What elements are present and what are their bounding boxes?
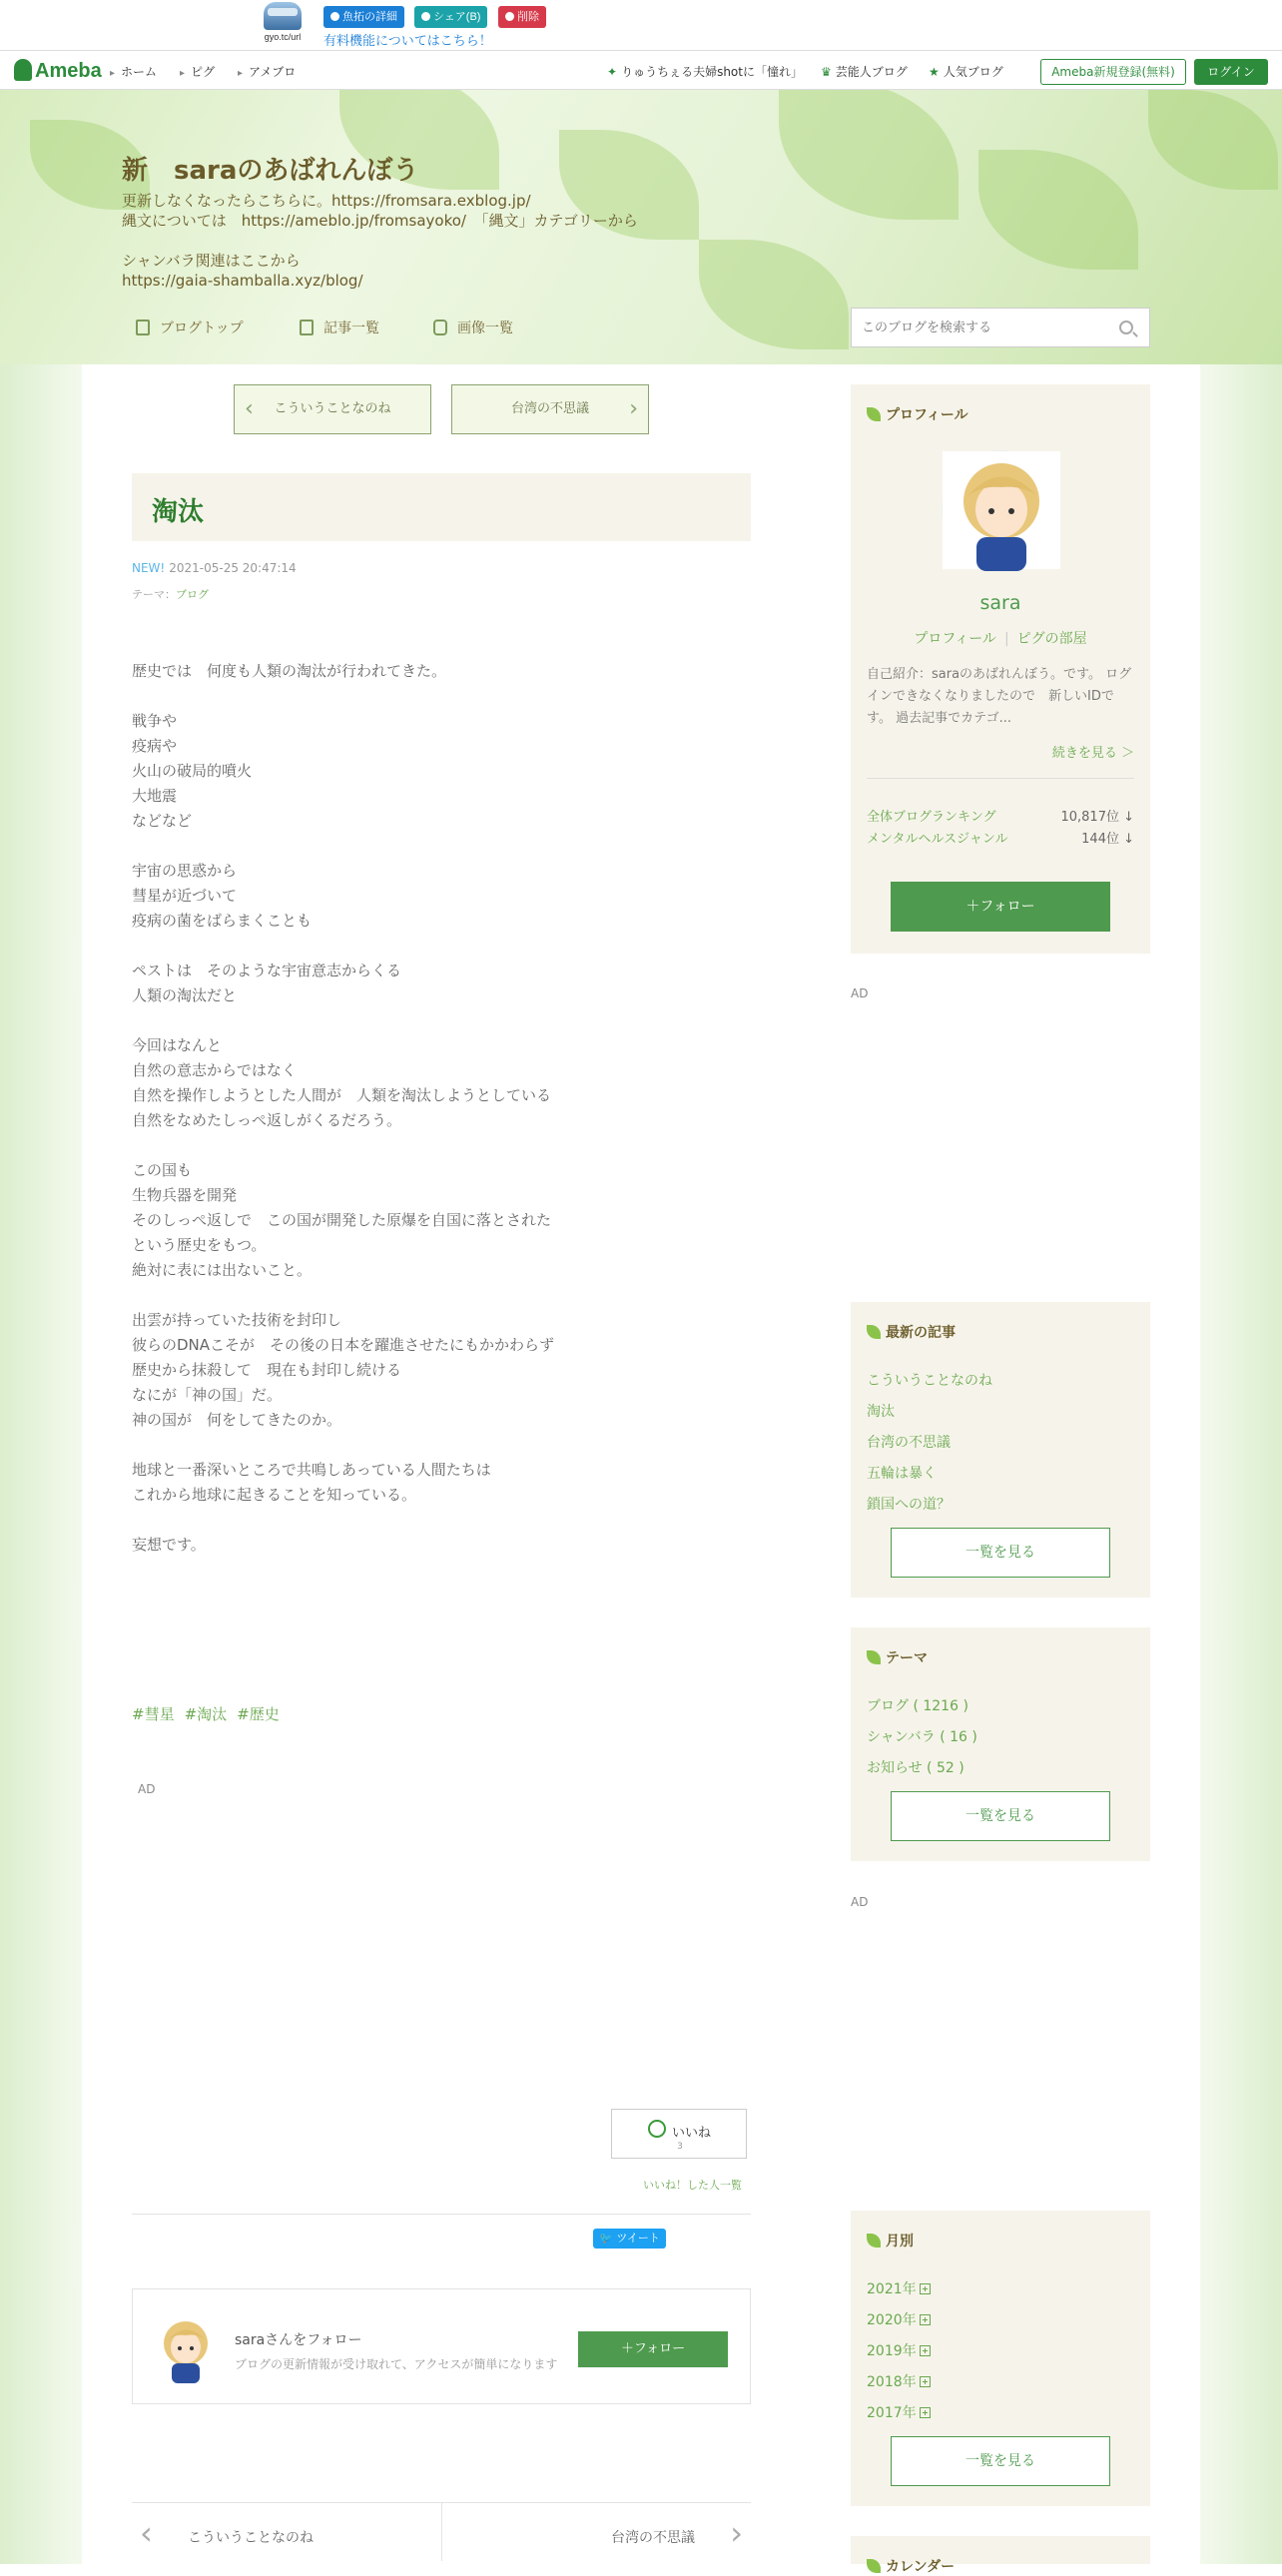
- star-icon: ★: [929, 65, 940, 79]
- search-icon[interactable]: [1119, 321, 1133, 334]
- article-body-line: [132, 1133, 751, 1158]
- expand-icon[interactable]: [920, 2407, 931, 2418]
- article-body-line: 彗星が近づいて: [132, 887, 238, 905]
- article-body-line: 人類の淘汰だと: [132, 986, 238, 1004]
- separator: |: [1003, 631, 1009, 647]
- article-body-line: という歴史をもつ。: [132, 1236, 267, 1254]
- article-body-line: [132, 1433, 751, 1458]
- nav-pig[interactable]: ▸ ピグ: [180, 63, 215, 80]
- article-body-line: 妄想です。: [132, 1536, 206, 1554]
- sidebar-follow-button[interactable]: ＋フォロー: [891, 882, 1110, 932]
- article-body-line: などなど: [132, 812, 193, 830]
- profile-widget: [851, 384, 1150, 954]
- follow-box: [132, 2288, 751, 2404]
- smile-icon: [648, 2120, 666, 2138]
- profile-name[interactable]: sara: [979, 592, 1021, 614]
- article-body-line: [132, 1008, 751, 1033]
- sparkle-icon: ✦: [607, 65, 618, 79]
- ameba-logo[interactable]: Ameba: [14, 59, 102, 83]
- ad-label: AD: [851, 986, 869, 1000]
- gyotaku-toolbar: [0, 0, 1282, 50]
- nav-trending-topic[interactable]: ✦ りゅうちぇる夫婦shotに「憧れ」: [607, 65, 803, 79]
- article-body-line: 火山の破局的噴火: [132, 762, 253, 780]
- article-body-line: 地球と一番深いところで共鳴しあっている人間たちは: [132, 1461, 491, 1479]
- bottom-next-link[interactable]: 台湾の不思議: [611, 2530, 695, 2546]
- article-body-line: なにが「神の国」だ。: [132, 1386, 283, 1404]
- widget-title: 最新の記事: [867, 1322, 956, 1342]
- article-body-line: [132, 684, 751, 709]
- prev-article-button[interactable]: ‹ こういうことなのね: [234, 384, 431, 434]
- mail-icon: [505, 12, 514, 21]
- article-body-line: 彼らのDNAこそが その後の日本を躍進させたにもかかわらず: [132, 1336, 555, 1354]
- article-body-line: [132, 934, 751, 959]
- widget-title: 月別: [867, 2231, 914, 2251]
- theme-link[interactable]: ブログ: [176, 588, 209, 601]
- leaf-decoration: [779, 80, 959, 220]
- leaf-icon: [867, 407, 881, 421]
- article-title[interactable]: 淘汰: [152, 497, 205, 527]
- recent-post-item[interactable]: 淘汰: [867, 1404, 895, 1420]
- article-datetime: 2021-05-25 20:47:14: [169, 561, 297, 575]
- ranking-genre-value: 144位 ↓: [1081, 832, 1134, 847]
- article-title-box: [132, 473, 751, 541]
- themes-widget: [851, 1627, 1150, 1861]
- ranking-all-value: 10,817位 ↓: [1060, 810, 1134, 825]
- article-body-line: 自然をなめたしっぺ返しがくるだろう。: [132, 1111, 402, 1129]
- ameba-header: [0, 50, 1282, 90]
- leaf-decoration: [1148, 90, 1278, 190]
- info-icon: [330, 12, 339, 21]
- expand-icon[interactable]: [920, 2283, 931, 2294]
- recent-post-item[interactable]: 台湾の不思議: [867, 1435, 951, 1451]
- hashtag[interactable]: #淘汰: [184, 1705, 228, 1723]
- article-body-line: 戦争や: [132, 712, 178, 730]
- article-body-line: 出雲が持っていた技術を封印し: [132, 1311, 342, 1329]
- article-body-line: [132, 1283, 751, 1308]
- recent-post-item[interactable]: こういうことなのね: [867, 1373, 992, 1389]
- article-body-line: 大地震: [132, 787, 178, 805]
- article-body-line: 自然の意志からではなく: [132, 1061, 297, 1079]
- divider: [867, 778, 1134, 779]
- delete-button[interactable]: 削除: [498, 6, 546, 28]
- copy-icon: [300, 320, 314, 335]
- expand-icon[interactable]: [920, 2345, 931, 2356]
- crown-icon: ♛: [821, 65, 832, 79]
- see-all-monthly-button[interactable]: 一覧を見る: [891, 2436, 1110, 2486]
- article-body-line: 疫病や: [132, 737, 178, 755]
- theme-item[interactable]: お知らせ ( 52 ): [867, 1760, 964, 1776]
- document-icon: [136, 320, 150, 335]
- archive-year[interactable]: 2020年: [867, 2309, 931, 2329]
- avatar: [157, 2317, 215, 2385]
- ranking-all-label[interactable]: 全体ブログランキング: [867, 810, 996, 825]
- like-button[interactable]: いいね 3: [611, 2109, 747, 2159]
- new-badge: NEW!: [132, 561, 166, 575]
- blog-title[interactable]: 新 saraのあばれんぼう: [122, 156, 419, 186]
- article-body-line: 今回はなんと: [132, 1036, 223, 1054]
- article-body-line: 歴史では 何度も人類の淘汰が行われてきた。: [132, 662, 447, 680]
- bottom-prev-link[interactable]: こういうことなのね: [188, 2530, 314, 2546]
- archive-year[interactable]: 2019年: [867, 2340, 931, 2360]
- see-all-recent-button[interactable]: 一覧を見る: [891, 1528, 1110, 1578]
- share-button[interactable]: シェア(B): [414, 6, 487, 28]
- tweet-button[interactable]: 🐦 ツイート: [593, 2229, 666, 2249]
- nav-home[interactable]: ▸ ホーム: [110, 63, 157, 80]
- nav-ameblo[interactable]: ▸ アメブロ: [238, 63, 296, 80]
- follow-name: saraさんをフォロー: [235, 2332, 362, 2348]
- chevron-left-icon: ‹: [245, 396, 254, 421]
- article-body-line: 神の国が 何をしてきたのか。: [132, 1411, 342, 1429]
- theme-item[interactable]: シャンバラ ( 16 ): [867, 1729, 977, 1745]
- register-button[interactable]: Ameba新規登録(無料): [1040, 59, 1186, 85]
- divider: [132, 2214, 751, 2215]
- nav-celebrity-blog[interactable]: ♛ 芸能人ブログ: [821, 65, 908, 79]
- hashtag-list: [132, 1703, 290, 1724]
- divider: [441, 2503, 442, 2561]
- article-body-line: [132, 1508, 751, 1533]
- widget-title: カレンダー: [867, 2556, 955, 2576]
- hashtag[interactable]: #彗星: [132, 1705, 175, 1723]
- profile-links: [851, 628, 1150, 648]
- leaf-icon: [867, 2234, 881, 2248]
- leaf-decoration: [978, 150, 1138, 270]
- expand-icon[interactable]: [920, 2314, 931, 2325]
- article-body-line: ペストは そのような宇宙意志からくる: [132, 962, 402, 979]
- article-meta: [132, 561, 297, 575]
- read-more-link[interactable]: 続きを見る ＞: [1051, 746, 1134, 761]
- details-button[interactable]: 魚拓の詳細: [323, 6, 404, 28]
- profile-link[interactable]: プロフィール: [914, 631, 996, 647]
- leaf-icon: [867, 1650, 881, 1664]
- chevron-right-icon: ›: [629, 396, 638, 421]
- camera-icon: [433, 320, 447, 335]
- archive-year[interactable]: 2018年: [867, 2371, 931, 2391]
- paid-features-link[interactable]: 有料機能についてはこちら！: [323, 34, 492, 49]
- ad-label: AD: [851, 1895, 869, 1909]
- article-body-line: 自然を操作しようとした人間が 人類を淘汰しようとしている: [132, 1086, 552, 1104]
- hashtag[interactable]: #歴史: [237, 1705, 280, 1723]
- follow-description: ブログの更新情報が受け取れて、アクセスが簡単になります: [235, 2357, 558, 2371]
- chevron-right-icon: ›: [730, 2514, 743, 2552]
- see-all-themes-button[interactable]: 一覧を見る: [891, 1791, 1110, 1841]
- car-icon: [264, 2, 302, 30]
- nav-blog-top[interactable]: ブログトップ: [136, 318, 244, 337]
- liked-users-link[interactable]: いいね！した人一覧: [643, 2179, 742, 2192]
- monthly-archive-widget: [851, 2211, 1150, 2506]
- article-body-line: これから地球に起きることを知っている。: [132, 1486, 417, 1504]
- recent-posts-widget: [851, 1302, 1150, 1598]
- article-body-line: 絶対に表には出ないこと。: [132, 1261, 313, 1279]
- theme-item[interactable]: ブログ ( 1216 ): [867, 1698, 968, 1714]
- article-body-line: 生物兵器を開発: [132, 1186, 238, 1204]
- nav-popular-blog[interactable]: ★ 人気ブログ: [929, 65, 1003, 79]
- search-input[interactable]: [852, 309, 1101, 346]
- bottom-article-nav: [132, 2502, 751, 2560]
- like-count: 3: [677, 2142, 683, 2152]
- login-button[interactable]: ログイン: [1194, 59, 1268, 85]
- ranking-genre-label[interactable]: メンタルヘルスジャンル: [867, 832, 1008, 847]
- article-theme: テーマ：ブログ: [132, 588, 209, 601]
- leaf-icon: [867, 1325, 881, 1339]
- follow-button[interactable]: ＋フォロー: [578, 2331, 728, 2367]
- gyotaku-logo[interactable]: gyo.tc/url: [258, 2, 308, 46]
- article-body-line: この国も: [132, 1161, 193, 1179]
- blog-description: 更新しなくなったらこちらに。https://fromsara.exblog.jp/ 縄文については https://ameblo.jp/fromsayoko/ 「縄文」カテゴリーから シャンバラ関連はここから https://gaia-shamballa.xyz/blog/: [122, 192, 638, 290]
- share-icon: [421, 12, 430, 21]
- article-body-line: そのしっぺ返しで この国が開発した原爆を自国に落とされた: [132, 1211, 552, 1229]
- calendar-widget: [851, 2536, 1150, 2575]
- chevron-left-icon: ‹: [140, 2514, 153, 2552]
- recent-post-item[interactable]: 鎖国への道？: [867, 1497, 951, 1513]
- next-article-button[interactable]: 台湾の不思議 ›: [451, 384, 649, 434]
- profile-avatar[interactable]: [942, 450, 1059, 568]
- profile-intro: 自己紹介：saraのあばれんぼう。です。 ログインできなくなりましたので 新しいIDです。 過去記事でカテゴ...: [867, 667, 1132, 726]
- article-body: [132, 659, 751, 1558]
- expand-icon[interactable]: [920, 2376, 931, 2387]
- blog-search: [851, 308, 1150, 347]
- pig-room-link[interactable]: ピグの部屋: [1016, 631, 1087, 647]
- recent-post-item[interactable]: 五輪は暴く: [867, 1466, 937, 1482]
- twitter-icon: 🐦: [599, 2232, 613, 2245]
- leaf-decoration: [699, 240, 849, 349]
- nav-image-list[interactable]: 画像一覧: [433, 318, 513, 337]
- article-body-line: 歴史から抹殺して 現在も封印し続ける: [132, 1361, 402, 1379]
- ameba-mascot-icon: [14, 59, 32, 81]
- article-body-line: [132, 834, 751, 859]
- article-body-line: 宇宙の思惑から: [132, 862, 238, 880]
- nav-article-list[interactable]: 記事一覧: [300, 318, 379, 337]
- archive-year[interactable]: 2017年: [867, 2402, 931, 2422]
- widget-title: テーマ: [867, 1647, 928, 1667]
- archive-year[interactable]: 2021年: [867, 2278, 931, 2298]
- widget-title: プロフィール: [867, 404, 968, 424]
- article-body-line: 疫病の菌をばらまくことも: [132, 912, 313, 930]
- ad-label: AD: [138, 1782, 156, 1796]
- leaf-icon: [867, 2559, 881, 2573]
